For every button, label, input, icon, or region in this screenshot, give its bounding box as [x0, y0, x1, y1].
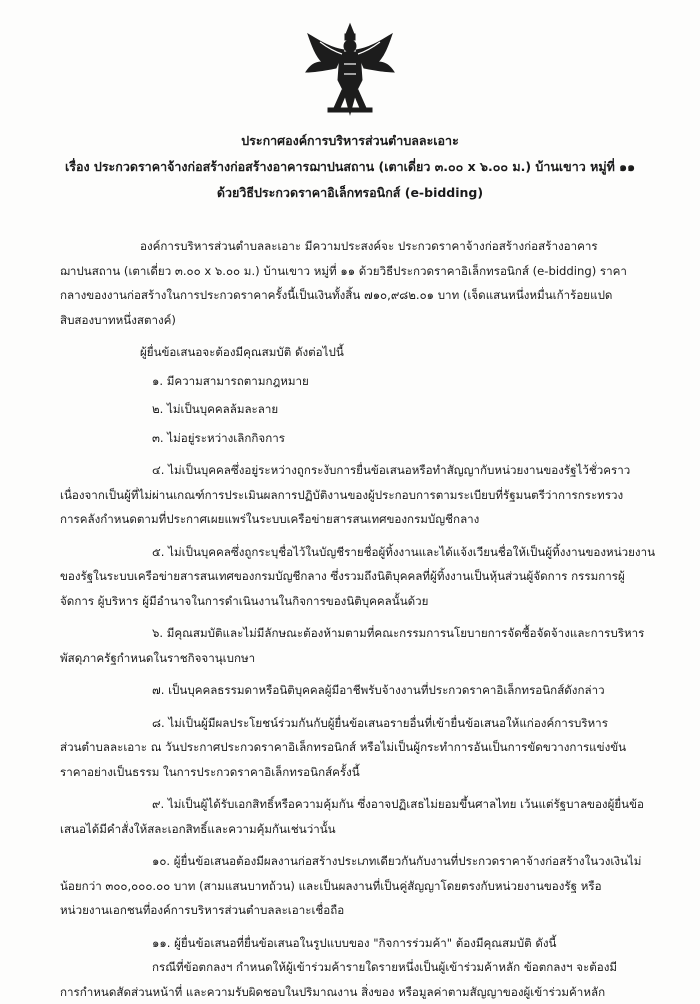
intro-line: ฌาปนสถาน (เตาเดี่ยว ๓.๐๐ x ๖.๐๐ ม.) บ้านเขาว หมู่ที่ ๑๑ ด้วยวิธีประกวดราคาอิเล็กทรอนิกส์ (e-bidding) ราคา	[60, 259, 660, 284]
qual-item-11: ๑๑. ผู้ยื่นข้อเสนอที่ยื่นข้อเสนอในรูปแบบของ "กิจการร่วมค้า" ต้องมีคุณสมบัติ ดังนี้	[60, 931, 660, 956]
item-line: ๘. ไม่เป็นผู้มีผลประโยชน์ร่วมกันกับผู้ยื่นข้อเสนอรายอื่นที่เข้ายื่นข้อเสนอให้แก่องค์การบริหาร	[60, 711, 660, 736]
intro-line: องค์การบริหารส่วนตำบลละเอาะ มีความประสงค์จะ ประกวดราคาจ้างก่อสร้างก่อสร้างอาคาร	[60, 234, 660, 259]
item-line: เสนอได้มีคำสั่งให้สละเอกสิทธิ์และความคุ้มกันเช่นว่านั้น	[60, 817, 660, 842]
qual-item-6	[60, 621, 660, 670]
intro-line: กลางของงานก่อสร้างในการประกวดราคาครั้งนี้เป็นเงินทั้งสิ้น ๗๑๐,๙๘๒.๐๑ บาท (เจ็ดแสนหนึ่งหมื่นเก้าร้อยแปด	[60, 283, 660, 308]
org-title: ประกาศองค์การบริหารส่วนตำบลละเอาะ	[40, 128, 660, 154]
intro-paragraph	[60, 234, 660, 332]
item-line: การกำหนดสัดส่วนหน้าที่ และความรับผิดชอบในปริมาณงาน สิ่งของ หรือมูลค่าตามสัญญาของผู้เข้าร่วมค้าหลัก	[60, 980, 660, 1004]
item-line: พัสดุภาครัฐกำหนดในราชกิจจานุเบกษา	[60, 646, 660, 671]
subject-line-1: เรื่อง ประกวดราคาจ้างก่อสร้างก่อสร้างอาคารฌาปนสถาน (เตาเดี่ยว ๓.๐๐ x ๖.๐๐ ม.) บ้านเขาว หมู่ที่ ๑๑	[40, 154, 660, 180]
qualification-heading: ผู้ยื่นข้อเสนอจะต้องมีคุณสมบัติ ดังต่อไปนี้	[60, 340, 660, 365]
item-line: การคลังกำหนดตามที่ประกาศเผยแพร่ในระบบเครือข่ายสารสนเทศของกรมบัญชีกลาง	[60, 507, 660, 532]
qual-item-8	[60, 711, 660, 785]
qual-item-10	[60, 849, 660, 923]
item-line: กรณีที่ข้อตกลงฯ กำหนดให้ผู้เข้าร่วมค้ารายใดรายหนึ่งเป็นผู้เข้าร่วมค้าหลัก ข้อตกลงฯ จะต้องมี	[60, 955, 660, 980]
item-line: ๑๐. ผู้ยื่นข้อเสนอต้องมีผลงานก่อสร้างประเภทเดียวกันกับงานที่ประกวดราคาจ้างก่อสร้างในวงเงินไม่	[60, 849, 660, 874]
qual-item-2: ๒. ไม่เป็นบุคคลล้มละลาย	[60, 397, 660, 422]
qual-item-11-sub	[60, 955, 660, 1004]
item-line: ๙. ไม่เป็นผู้ได้รับเอกสิทธิ์หรือความคุ้มกัน ซึ่งอาจปฏิเสธไม่ยอมขึ้นศาลไทย เว้นแต่รัฐบาลของผู้ยื่นข้อ	[60, 792, 660, 817]
item-line: หน่วยงานเอกชนที่องค์การบริหารส่วนตำบลละเอาะเชื่อถือ	[60, 898, 660, 923]
item-line: เนื่องจากเป็นผู้ที่ไม่ผ่านเกณฑ์การประเมินผลการปฏิบัติงานของผู้ประกอบการตามระเบียบที่รัฐมนตรีว่าการกระทรวง	[60, 483, 660, 508]
qual-item-5	[60, 540, 660, 614]
qual-item-1: ๑. มีความสามารถตามกฎหมาย	[60, 369, 660, 394]
item-line: ของรัฐในระบบเครือข่ายสารสนเทศของกรมบัญชีกลาง ซึ่งรวมถึงนิติบุคคลที่ผู้ทิ้งงานเป็นหุ้นส่วนผู้จัดการ กรรมการผู้	[60, 564, 660, 589]
qual-item-9	[60, 792, 660, 841]
item-line: ส่วนตำบลละเอาะ ณ วันประกาศประกวดราคาอิเล็กทรอนิกส์ หรือไม่เป็นผู้กระทำการอันเป็นการขัดขวางการแข่งขัน	[60, 735, 660, 760]
item-line: ๖. มีคุณสมบัติและไม่มีลักษณะต้องห้ามตามที่คณะกรรมการนโยบายการจัดซื้อจัดจ้างและการบริหาร	[60, 621, 660, 646]
item-line: จัดการ ผู้บริหาร ผู้มีอำนาจในการดำเนินงานในกิจการของนิติบุคคลนั้นด้วย	[60, 589, 660, 614]
title-block	[40, 128, 660, 206]
item-line: ๔. ไม่เป็นบุคคลซึ่งอยู่ระหว่างถูกระงับการยื่นข้อเสนอหรือทำสัญญากับหน่วยงานของรัฐไว้ชั่วคราว	[60, 458, 660, 483]
intro-line: สิบสองบาทหนึ่งสตางค์)	[60, 308, 660, 333]
item-line: น้อยกว่า ๓๐๐,๐๐๐.๐๐ บาท (สามแสนบาทถ้วน) และเป็นผลงานที่เป็นคู่สัญญาโดยตรงกับหน่วยงานของรัฐ หรือ	[60, 874, 660, 899]
qual-item-4	[60, 458, 660, 532]
qual-item-3: ๓. ไม่อยู่ระหว่างเลิกกิจการ	[60, 426, 660, 451]
item-line: ราคาอย่างเป็นธรรม ในการประกวดราคาอิเล็กทรอนิกส์ครั้งนี้	[60, 760, 660, 785]
garuda-emblem-icon	[300, 20, 400, 120]
item-line: ๕. ไม่เป็นบุคคลซึ่งถูกระบุชื่อไว้ในบัญชีรายชื่อผู้ทิ้งงานและได้แจ้งเวียนชื่อให้เป็นผู้ทิ้งงานของหน่วยงาน	[60, 540, 660, 565]
subject-line-2: ด้วยวิธีประกวดราคาอิเล็กทรอนิกส์ (e-bidding)	[40, 180, 660, 206]
qual-item-7: ๗. เป็นบุคคลธรรมดาหรือนิติบุคคลผู้มีอาชีพรับจ้างงานที่ประกวดราคาอิเล็กทรอนิกส์ดังกล่าว	[60, 678, 660, 703]
document-body	[60, 234, 660, 1004]
